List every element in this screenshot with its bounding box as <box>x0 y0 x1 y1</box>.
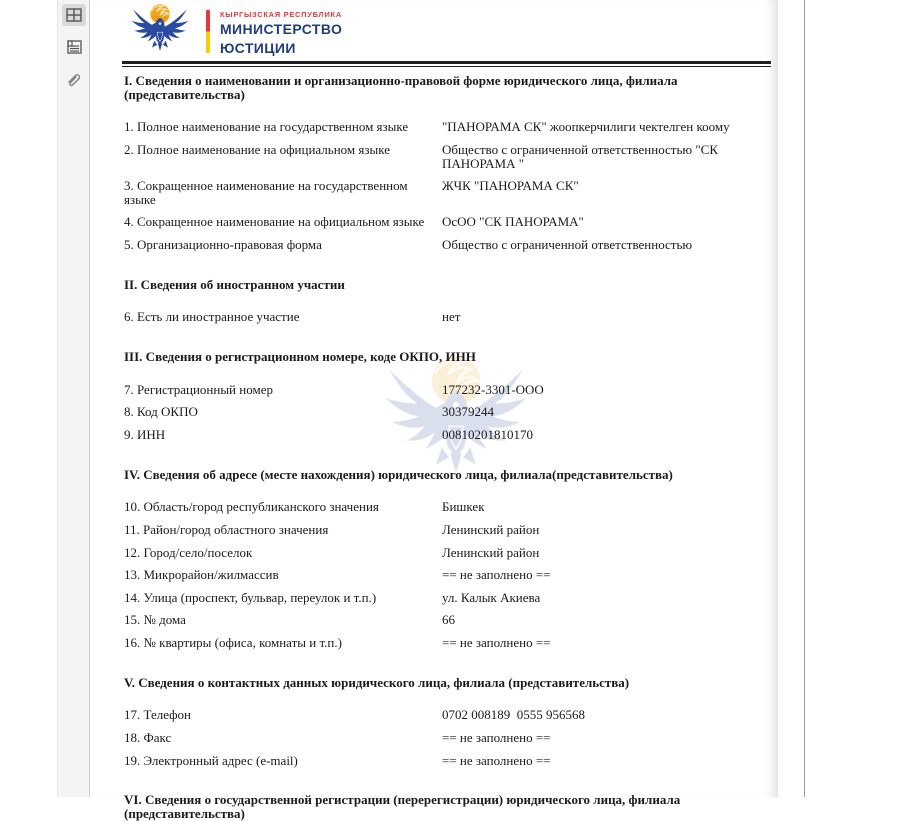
document-viewer[interactable] <box>91 0 805 821</box>
grid-icon <box>66 8 82 22</box>
field-row <box>124 428 771 442</box>
outline-icon <box>66 40 82 54</box>
field-label: 19. Электронный адрес (e-mail) <box>124 752 298 768</box>
document-sections <box>124 74 771 821</box>
field-value: ул. Калык Акиева <box>442 589 541 605</box>
field-value: Общество с ограниченной ответственностью <box>442 237 693 253</box>
ministry-eagle-icon <box>121 2 199 59</box>
section-title: VI. Сведения о государственной регистрации (перерегистрации) юридического лица, филиала (представительства) <box>124 792 681 821</box>
field-label: 15. № дома <box>124 612 186 628</box>
field-row <box>124 238 771 252</box>
field-row <box>124 215 771 229</box>
field-row <box>124 591 771 605</box>
field-value: 30379244 <box>442 404 494 420</box>
field-value: 0702 008189 0555 956568 <box>442 707 585 723</box>
right-empty-pane <box>806 0 903 797</box>
field-value: Бишкек <box>442 499 485 515</box>
field-label: 18. Факс <box>124 730 172 746</box>
field-row <box>124 568 771 582</box>
field-value: 177232-3301-ООО <box>442 381 544 397</box>
field-label: 11. Район/город областного значения <box>124 521 329 537</box>
field-row <box>124 405 771 419</box>
field-label: 2. Полное наименование на официальном языке <box>124 141 391 157</box>
field-value: ЖЧК "ПАНОРАМА СК" <box>442 178 579 194</box>
field-row <box>124 179 771 206</box>
field-label: 12. Город/село/поселок <box>124 544 253 560</box>
field-row <box>124 708 771 722</box>
field-value: == не заполнено == <box>442 730 551 746</box>
field-value: Ленинский район <box>442 544 540 560</box>
field-value: == не заполнено == <box>442 752 551 768</box>
field-value: ОсОО "СК ПАНОРАМА" <box>442 214 584 230</box>
field-label: 1. Полное наименование на государственном языке <box>124 119 409 135</box>
field-value: нет <box>442 309 461 325</box>
brand-ministry-line1: МИНИСТЕРСТВО <box>220 21 343 37</box>
field-label: 5. Организационно-правовая форма <box>124 237 322 253</box>
field-row <box>124 636 771 650</box>
field-row <box>124 613 771 627</box>
paperclip-icon <box>65 70 83 88</box>
field-row <box>124 310 771 324</box>
field-value: == не заполнено == <box>442 567 551 583</box>
field-value: 66 <box>442 612 455 628</box>
field-row <box>124 120 771 134</box>
field-label: 16. № квартиры (офиса, комнаты и т.п.) <box>124 635 342 651</box>
field-label: 17. Телефон <box>124 707 192 723</box>
field-row <box>124 143 771 170</box>
field-label: 4. Сокращенное наименование на официальном языке <box>124 214 425 230</box>
field-value: 00810201810170 <box>442 426 533 442</box>
section-title: V. Сведения о контактных данных юридического лица, филиала (представительства) <box>124 674 630 690</box>
field-value: Общество с ограниченной ответственностью "СК ПАНОРАМА " <box>442 141 722 171</box>
outline-button[interactable] <box>62 36 86 58</box>
section-title: II. Сведения об иностранном участии <box>124 276 345 292</box>
field-row <box>124 754 771 768</box>
brand-flag-bar <box>206 10 210 53</box>
document-page <box>91 0 778 821</box>
section-title: III. Сведения о регистрационном номере, коде ОКПО, ИНН <box>124 349 476 365</box>
section-title: IV. Сведения об адресе (месте нахождения) юридического лица, филиала(представительства) <box>124 466 673 482</box>
field-row <box>124 500 771 514</box>
section-title: I. Сведения о наименовании и организационно-правовой форме юридического лица, филиала (представительства) <box>124 73 678 102</box>
field-label: 6. Есть ли иностранное участие <box>124 309 300 325</box>
header-divider-rule <box>122 61 771 67</box>
field-label: 9. ИНН <box>124 426 166 442</box>
field-value: Ленинский район <box>442 521 540 537</box>
field-row <box>124 523 771 537</box>
field-label: 10. Область/город республиканского значения <box>124 499 379 515</box>
thumbnails-button[interactable] <box>62 4 86 26</box>
field-label: 7. Регистрационный номер <box>124 381 273 397</box>
field-value: "ПАНОРАМА СК" жоопкерчилиги чектелген коому <box>442 119 730 135</box>
field-row <box>124 731 771 745</box>
field-label: 8. Код ОКПО <box>124 404 198 420</box>
brand-country-label: КЫРГЫЗСКАЯ РЕСПУБЛИКА <box>220 10 342 19</box>
field-label: 14. Улица (проспект, бульвар, переулок и т.п.) <box>124 589 377 605</box>
field-label: 3. Сокращенное наименование на государственном языке <box>124 178 408 207</box>
field-value: == не заполнено == <box>442 635 551 651</box>
field-row <box>124 546 771 560</box>
brand-ministry-line2: ЮСТИЦИИ <box>220 39 296 56</box>
ministry-logo-block <box>121 2 771 60</box>
field-row <box>124 383 771 397</box>
pdf-sidebar <box>57 0 90 797</box>
attachments-button[interactable] <box>62 68 86 90</box>
field-label: 13. Микрорайон/жилмассив <box>124 567 279 583</box>
